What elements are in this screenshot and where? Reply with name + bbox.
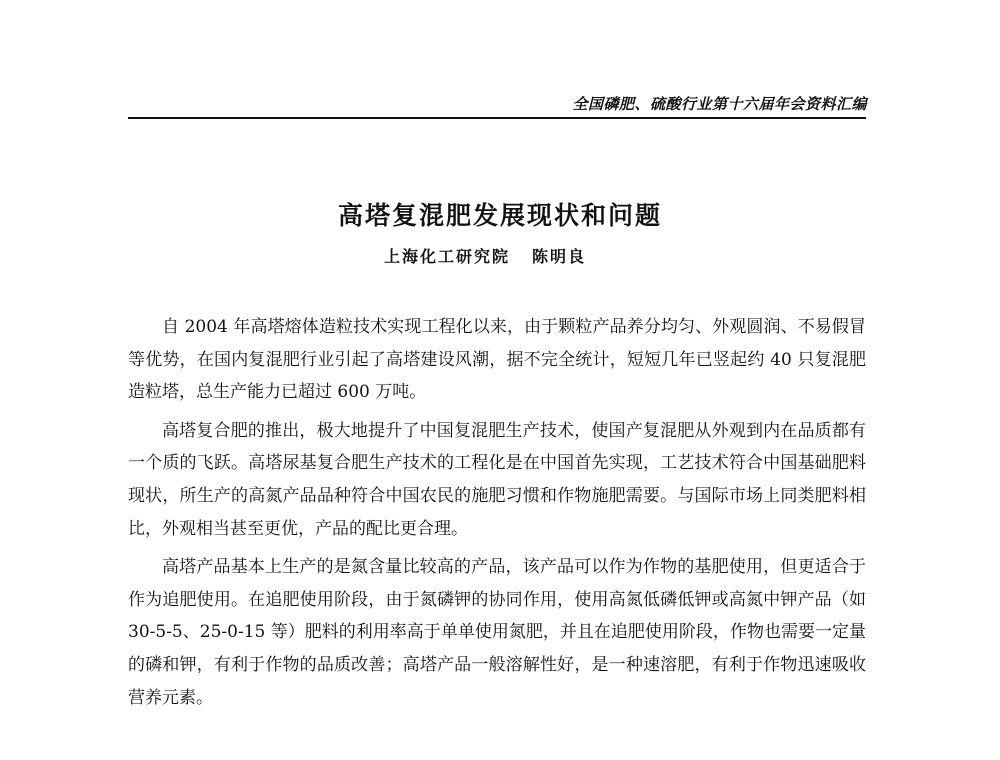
author: 陈明良 [532,247,587,266]
article-title: 高塔复混肥发展现状和问题 [337,201,662,230]
byline [384,244,586,267]
paragraph: 自 2004 年高塔熔体造粒技术实现工程化以来，由于颗粒产品养分均匀、外观圆润、不易假冒等优势，在国内复混肥行业引起了高塔建设风潮，据不完全统计，短短几年已竖起约 40 只复混肥造粒塔，总生产能力已超过 600 万吨。 [128,317,866,403]
institution: 上海化工研究院 [384,247,511,266]
article-body [128,311,866,720]
paragraph: 高塔复合肥的推出，极大地提升了中国复混肥生产技术，使国产复混肥从外观到内在品质都有一个质的飞跃。高塔尿基复合肥生产技术的工程化是在中国首先实现，工艺技术符合中国基础肥料现状，所生产的高氮产品品种符合中国农民的施肥习惯和作物施肥需要。与国际市场上同类肥料相比，外观相当甚至更优，产品的配比更合理。 [128,420,866,539]
paragraph: 高塔产品基本上生产的是氮含量比较高的产品，该产品可以作为作物的基肥使用，但更适合于作为追肥使用。在追肥使用阶段，由于氮磷钾的协同作用，使用高氮低磷低钾或高氮中钾产品（如 30-5-5、25-0-15 等）肥料的利用率高于单单使用氮肥，并且在追肥使用阶段，作物也需要一定量的磷和钾，有利于作物的品质改善；高塔产品一般溶解性好，是一种速溶肥，有利于作物迅速吸收营养元素。 [128,557,866,708]
header-rule [128,117,866,119]
running-header: 全国磷肥、硫酸行业第十六届年会资料汇编 [572,95,867,113]
